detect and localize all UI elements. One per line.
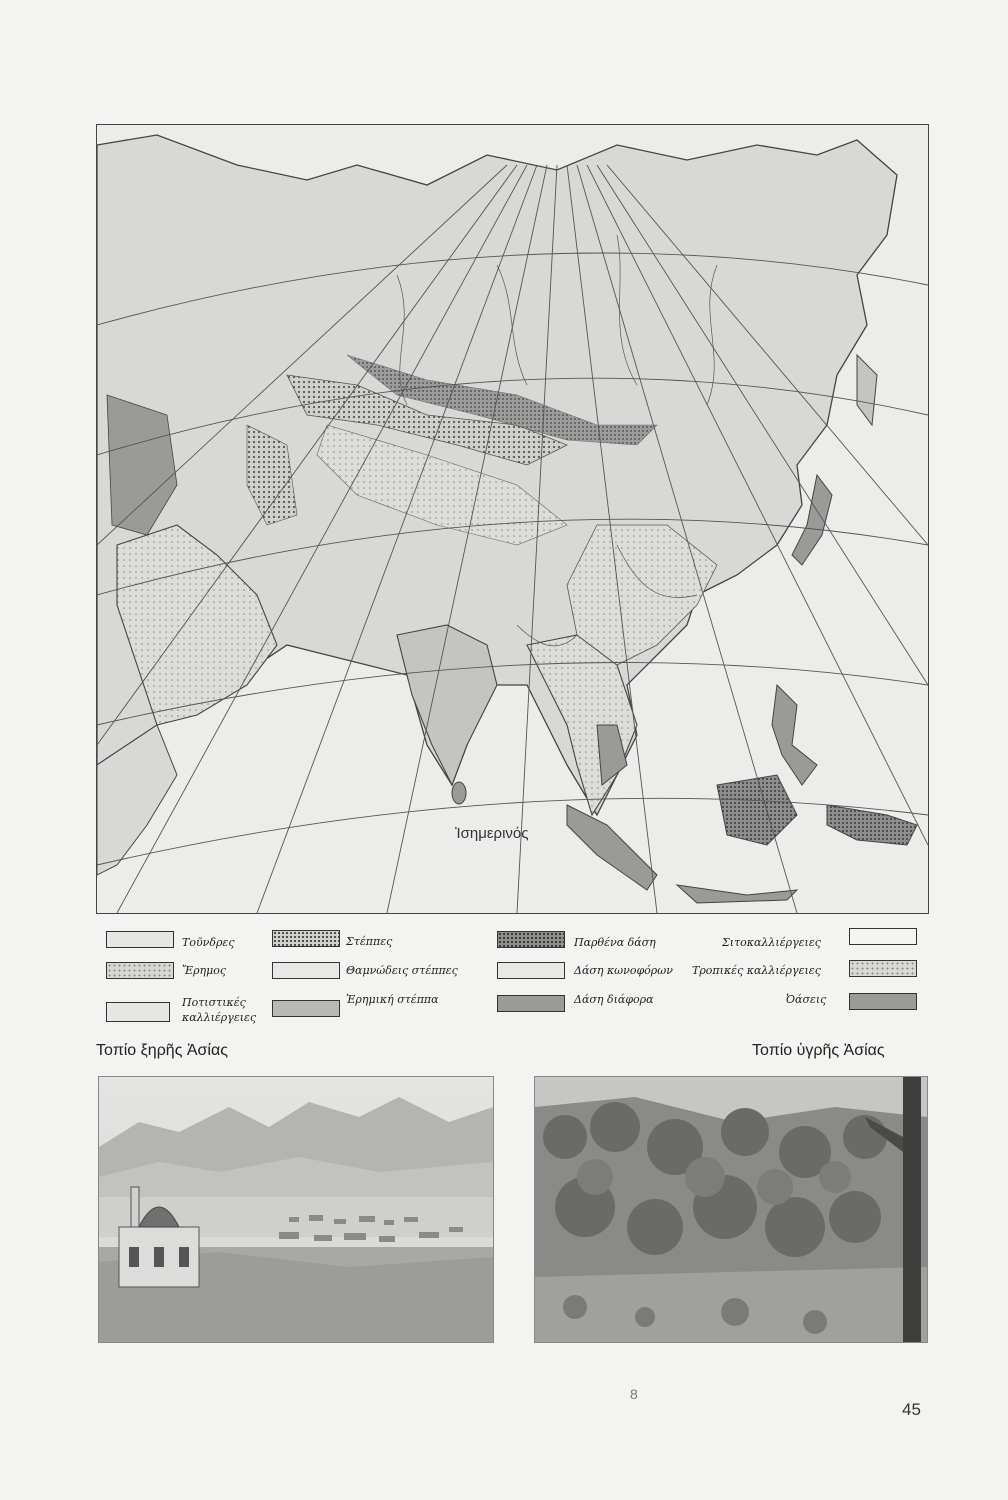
page-number: 45 <box>902 1400 921 1419</box>
stray-mark: 8 <box>630 1386 638 1402</box>
legend-swatch-desert <box>106 962 174 979</box>
legend-label-steppes: Στέππες <box>346 935 393 948</box>
equator-label: Ἰσημερινός <box>455 825 529 842</box>
legend-swatch-virgin-forest <box>497 931 565 948</box>
legend-swatch-steppes <box>272 930 340 947</box>
legend-label-virgin-forest: Παρθένα δάση <box>574 936 656 949</box>
legend-label-desert: Ἔρημος <box>182 964 227 977</box>
map-graphic <box>97 125 928 913</box>
legend-swatch-desert-steppe <box>272 1000 340 1017</box>
legend-swatch-mixed-forest <box>497 995 565 1012</box>
legend-swatch-shrub-steppes <box>272 962 340 979</box>
photo-dry-asia <box>98 1076 494 1343</box>
legend-swatch-grain <box>849 928 917 945</box>
legend-label-shrub-steppes: Θαμνώδεις στέππες <box>346 964 458 977</box>
legend-swatch-oases <box>849 993 917 1010</box>
legend-label-irrigated-1: Ποτιστικές <box>182 996 246 1009</box>
legend-label-tundra: Τοῦνδρες <box>182 936 235 949</box>
legend-label-conifer-forest: Δάση κωνοφόρων <box>574 964 673 977</box>
caption-wet-asia: Τοπίο ὑγρῆς Ἀσίας <box>752 1042 885 1059</box>
legend-swatch-tropical <box>849 960 917 977</box>
photo-wet-asia <box>534 1076 928 1343</box>
legend-swatch-irrigated <box>106 1002 170 1022</box>
legend-label-irrigated-2: καλλιέργειες <box>182 1011 257 1024</box>
caption-dry-asia: Τοπίο ξηρῆς Ἀσίας <box>96 1042 228 1059</box>
legend-label-tropical: Τροπικές καλλιέργειες <box>692 964 821 977</box>
legend-label-mixed-forest: Δάση διάφορα <box>574 993 654 1006</box>
asia-vegetation-map <box>96 124 929 914</box>
legend-label-grain: Σιτοκαλλιέργειες <box>722 936 821 949</box>
legend-label-desert-steppe: Ἐρημική στέππα <box>346 993 439 1006</box>
legend-swatch-tundra <box>106 931 174 948</box>
legend-label-oases: Ὀάσεις <box>786 993 827 1006</box>
legend-swatch-conifer-forest <box>497 962 565 979</box>
